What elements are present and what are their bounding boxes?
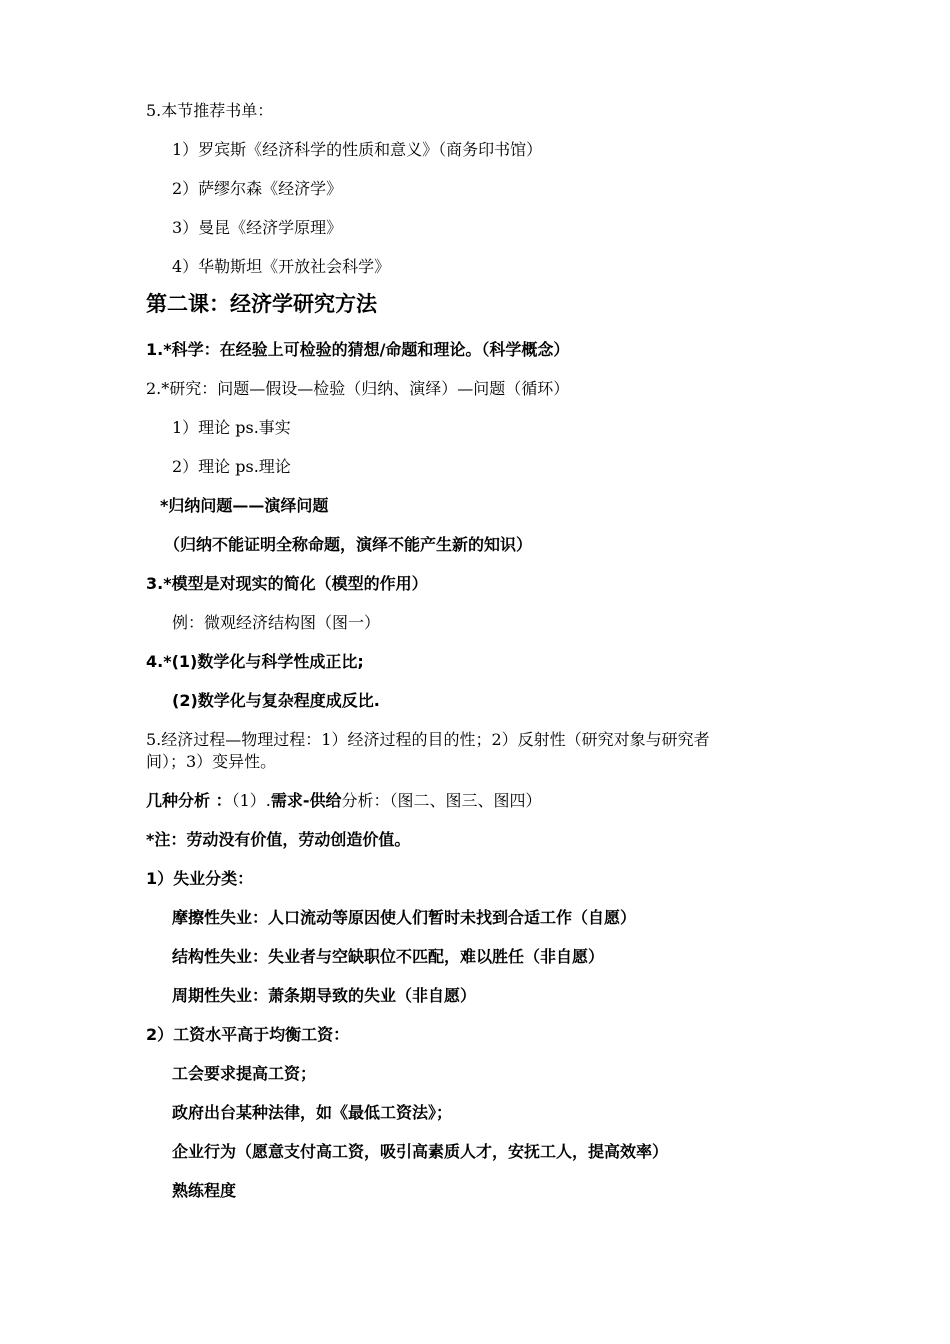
- unemployment-structural: 结构性失业：失业者与空缺职位不匹配，难以胜任（非自愿）: [172, 947, 605, 966]
- wage-law: 政府出台某种法律，如《最低工资法》；: [172, 1103, 453, 1122]
- science-definition: 1.*科学：在经验上可检验的猜想/命题和理论。（科学概念）: [146, 340, 570, 359]
- model-example: 例：微观经济结构图（图一）: [172, 613, 381, 632]
- book-item-3: 3）曼昆《经济学原理》: [172, 218, 343, 237]
- economic-process-line-2: 间）；3）变异性。: [146, 752, 277, 771]
- analysis-number: （1）.: [231, 791, 271, 810]
- wage-skill: 熟练程度: [172, 1181, 237, 1200]
- math-science-relation: 4.*(1)数学化与科学性成正比;: [146, 652, 364, 671]
- wage-union: 工会要求提高工资；: [172, 1064, 317, 1083]
- lesson-heading: 第二课：经济学研究方法: [146, 292, 377, 316]
- analysis-supply-demand: 需求-供给: [270, 791, 342, 810]
- wage-firm-behavior: 企业行为（愿意支付高工资，吸引高素质人才，安抚工人，提高效率）: [172, 1142, 669, 1161]
- unemployment-frictional: 摩擦性失业：人口流动等原因使人们暂时未找到合适工作（自愿）: [172, 908, 637, 927]
- theory-vs-theory: 2）理论 ps.理论: [172, 457, 291, 476]
- math-complexity-relation: (2)数学化与复杂程度成反比.: [172, 691, 380, 710]
- book-item-1: 1）罗宾斯《经济科学的性质和意义》（商务印书馆）: [172, 140, 543, 159]
- theory-vs-fact: 1）理论 ps.事实: [172, 418, 291, 437]
- economic-process-line-1: 5.经济过程—物理过程：1）经济过程的目的性；2）反射性（研究对象与研究者: [146, 730, 710, 749]
- analysis-label: 几种分析 ：: [146, 791, 232, 810]
- analysis-types: [146, 790, 542, 812]
- unemployment-title: 1）失业分类：: [146, 869, 254, 888]
- induction-deduction-note: *归纳问题——演绎问题: [160, 496, 329, 515]
- labor-value-note: *注：劳动没有价值，劳动创造价值。: [146, 830, 411, 849]
- induction-deduction-explanation: （归纳不能证明全称命题，演绎不能产生新的知识）: [164, 535, 533, 554]
- book-item-4: 4）华勒斯坦《开放社会科学》: [172, 257, 391, 276]
- unemployment-cyclical: 周期性失业：萧条期导致的失业（非自愿）: [172, 986, 477, 1005]
- book-item-2: 2）萨缪尔森《经济学》: [172, 179, 343, 198]
- research-cycle: 2.*研究：问题—假设—检验（归纳、演绎）—问题（循环）: [146, 379, 570, 398]
- wage-title: 2）工资水平高于均衡工资：: [146, 1025, 350, 1044]
- model-statement: 3.*模型是对现实的简化（模型的作用）: [146, 574, 428, 593]
- recommended-books-title: 5.本节推荐书单：: [146, 101, 274, 120]
- analysis-figures: 分析：（图二、图三、图四）: [341, 791, 542, 810]
